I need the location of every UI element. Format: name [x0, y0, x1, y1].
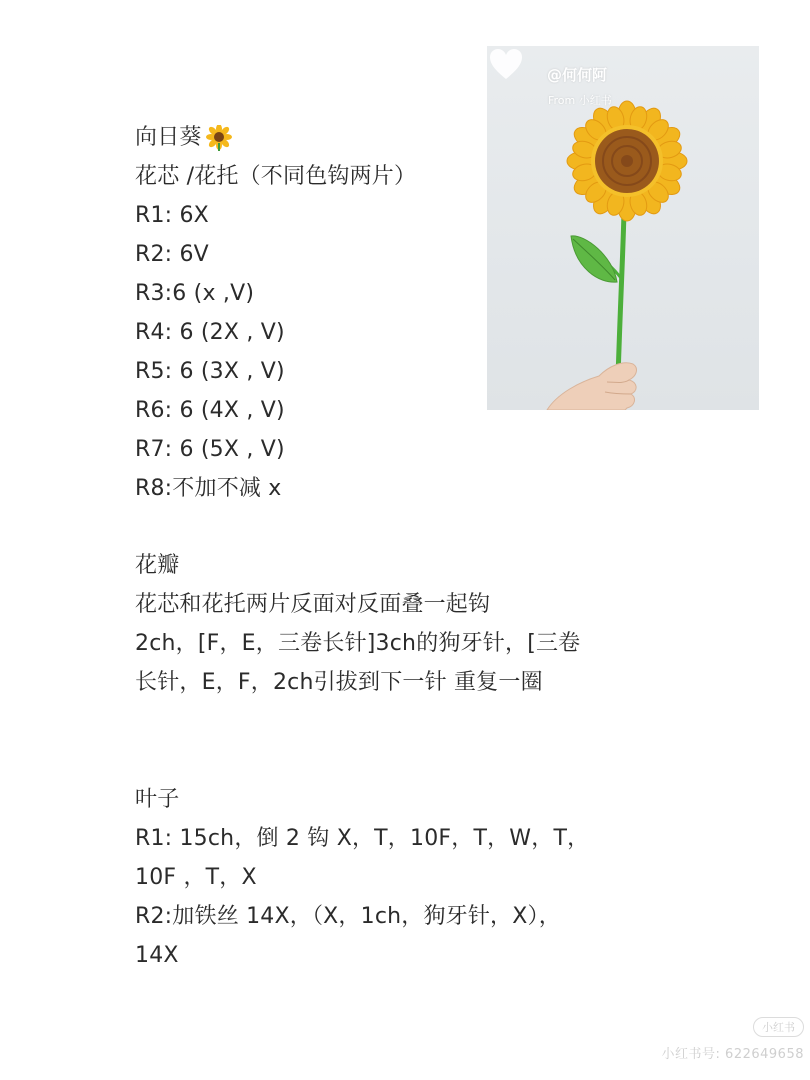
pattern-line: R8:不加不减 x — [135, 476, 282, 501]
footer-watermark — [662, 1016, 804, 1062]
watermark-from: From 小红书 — [548, 94, 612, 107]
leaf-section — [135, 780, 695, 975]
pattern-line: 花芯和花托两片反面对反面叠一起钩 — [135, 592, 491, 617]
pattern-line: 长针，E，F，2ch引拔到下一针 重复一圈 — [135, 670, 543, 695]
pattern-line: 10F ，T，X — [135, 865, 257, 890]
hand — [547, 363, 636, 410]
pattern-line: 花芯 /花托（不同色钩两片） — [135, 164, 417, 189]
pattern-line: 2ch，[F，E，三卷长针]3ch的狗牙针，[三卷 — [135, 631, 581, 656]
heart-logo-icon — [487, 46, 525, 84]
pattern-title: 向日葵 — [135, 125, 202, 150]
footer-logo: 小红书 — [753, 1017, 804, 1037]
sunflower-head — [567, 101, 687, 221]
pattern-line: R3:6 (x ,V) — [135, 281, 255, 306]
pattern-line: 14X — [135, 943, 179, 968]
footer-id: 小红书号: 622649658 — [661, 1047, 804, 1062]
petals-section — [135, 546, 695, 702]
petals-title: 花瓣 — [135, 553, 180, 578]
sunflower-illustration — [487, 46, 759, 410]
pattern-line: R6: 6 (4X , V) — [135, 398, 285, 423]
pattern-line: R4: 6 (2X , V) — [135, 320, 285, 345]
watermark-user: @何何阿 — [547, 66, 608, 84]
sunflower-icon — [206, 125, 232, 151]
pattern-line: R2:加铁丝 14X，（X，1ch，狗牙针，X）， — [135, 904, 561, 929]
leaf-title: 叶子 — [135, 787, 180, 812]
pattern-line: R2: 6V — [135, 242, 209, 267]
pattern-line: R7: 6 (5X , V) — [135, 437, 285, 462]
pattern-line: R1: 6X — [135, 203, 209, 228]
pattern-line: R5: 6 (3X , V) — [135, 359, 285, 384]
sunflower-photo — [487, 46, 759, 410]
pattern-line: R1: 15ch，倒 2 钩 X，T，10F，T，W，T， — [135, 826, 590, 851]
